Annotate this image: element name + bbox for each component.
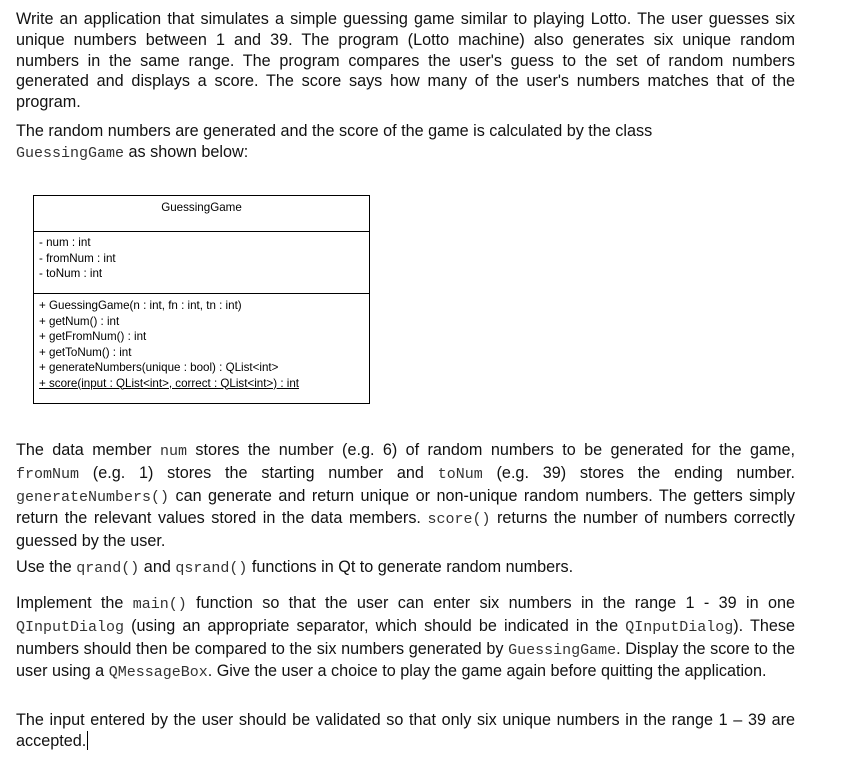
text: and bbox=[139, 558, 176, 576]
uml-operation: + getFromNum() : int bbox=[39, 330, 147, 343]
text: . Give the user a choice to play the game again before quitting the application. bbox=[207, 662, 767, 681]
text: functions in Qt to generate random numbers. bbox=[247, 558, 574, 576]
code-generatenumbers: generateNumbers() bbox=[16, 488, 170, 506]
text: (using an appropriate separator, which should be indicated in the bbox=[124, 616, 626, 635]
uml-class-diagram bbox=[33, 195, 370, 404]
data-members-paragraph bbox=[16, 440, 795, 552]
text: Use the bbox=[16, 558, 77, 576]
text: as shown below: bbox=[124, 142, 249, 161]
uml-attribute: - fromNum : int bbox=[39, 251, 116, 265]
uml-operation: + GuessingGame(n : int, fn : int, tn : int) bbox=[39, 299, 242, 312]
uml-operation: + generateNumbers(unique : bool) : QList<int> bbox=[39, 361, 279, 374]
text: stores the number (e.g. 6) of random numbers to be generated for the game, bbox=[186, 441, 795, 459]
code-qsrand: qsrand() bbox=[175, 560, 248, 577]
code-num: num bbox=[159, 443, 187, 460]
text: Implement the bbox=[16, 594, 133, 612]
text: can generate and return unique or non-unique random numbers. The getters simply return the relevant values stored in the data members. bbox=[16, 486, 795, 528]
main-function-paragraph bbox=[16, 593, 795, 684]
code-score: score() bbox=[427, 511, 491, 529]
text: The input entered by the user should be validated so that only six unique numbers in the range 1 – 39 are accepted. bbox=[16, 711, 795, 750]
text: returns the number of numbers correctly guessed by the user. bbox=[16, 509, 795, 551]
text: (e.g. 1) stores the starting number and bbox=[79, 463, 438, 482]
text: ). These numbers should then be compared to the six numbers generated by bbox=[16, 616, 795, 658]
code-fromnum: fromNum bbox=[16, 465, 80, 483]
uml-operation: + getNum() : int bbox=[39, 314, 120, 328]
text: The random numbers are generated and the score of the game is calculated by the class bbox=[16, 122, 653, 140]
code-qmessagebox: QMessageBox bbox=[108, 664, 208, 682]
code-qrand: qrand() bbox=[76, 560, 140, 577]
code-guessinggame: GuessingGame bbox=[508, 641, 617, 659]
code-main: main() bbox=[132, 596, 187, 613]
class-intro-paragraph bbox=[16, 121, 795, 165]
code-class-name: GuessingGame bbox=[16, 144, 125, 162]
uml-attribute: - num : int bbox=[39, 236, 91, 249]
uml-attributes bbox=[34, 232, 369, 294]
code-qinputdialog: QInputDialog bbox=[16, 618, 125, 636]
code-qinputdialog: QInputDialog bbox=[625, 618, 734, 636]
validation-paragraph[interactable] bbox=[16, 710, 795, 752]
uml-operations bbox=[34, 294, 369, 391]
text: . Display the score to the user using a bbox=[16, 639, 795, 681]
text: (e.g. 39) stores the ending number. bbox=[482, 463, 795, 482]
random-paragraph bbox=[16, 557, 795, 580]
uml-operation: + getToNum() : int bbox=[39, 345, 132, 359]
uml-operation-static: + score(input : QList<int>, correct : QList<int>) : int bbox=[39, 376, 300, 390]
uml-attribute: - toNum : int bbox=[39, 267, 103, 280]
uml-class-name: GuessingGame bbox=[34, 196, 369, 232]
text: The data member bbox=[16, 441, 160, 459]
text-cursor bbox=[87, 731, 88, 750]
intro-paragraph: Write an application that simulates a simple guessing game similar to playing Lotto. The user guesses six unique numbers between 1 and 39. The program (Lotto machine) also generates six unique random numbers in the same range. The program compares the user's guess to the set of random numbers generated and displays a score. The score says how many of the user's numbers matches that of the program. bbox=[16, 10, 795, 112]
text: function so that the user can enter six numbers in the range 1 - 39 in one bbox=[186, 594, 795, 612]
code-tonum: toNum bbox=[437, 465, 483, 483]
